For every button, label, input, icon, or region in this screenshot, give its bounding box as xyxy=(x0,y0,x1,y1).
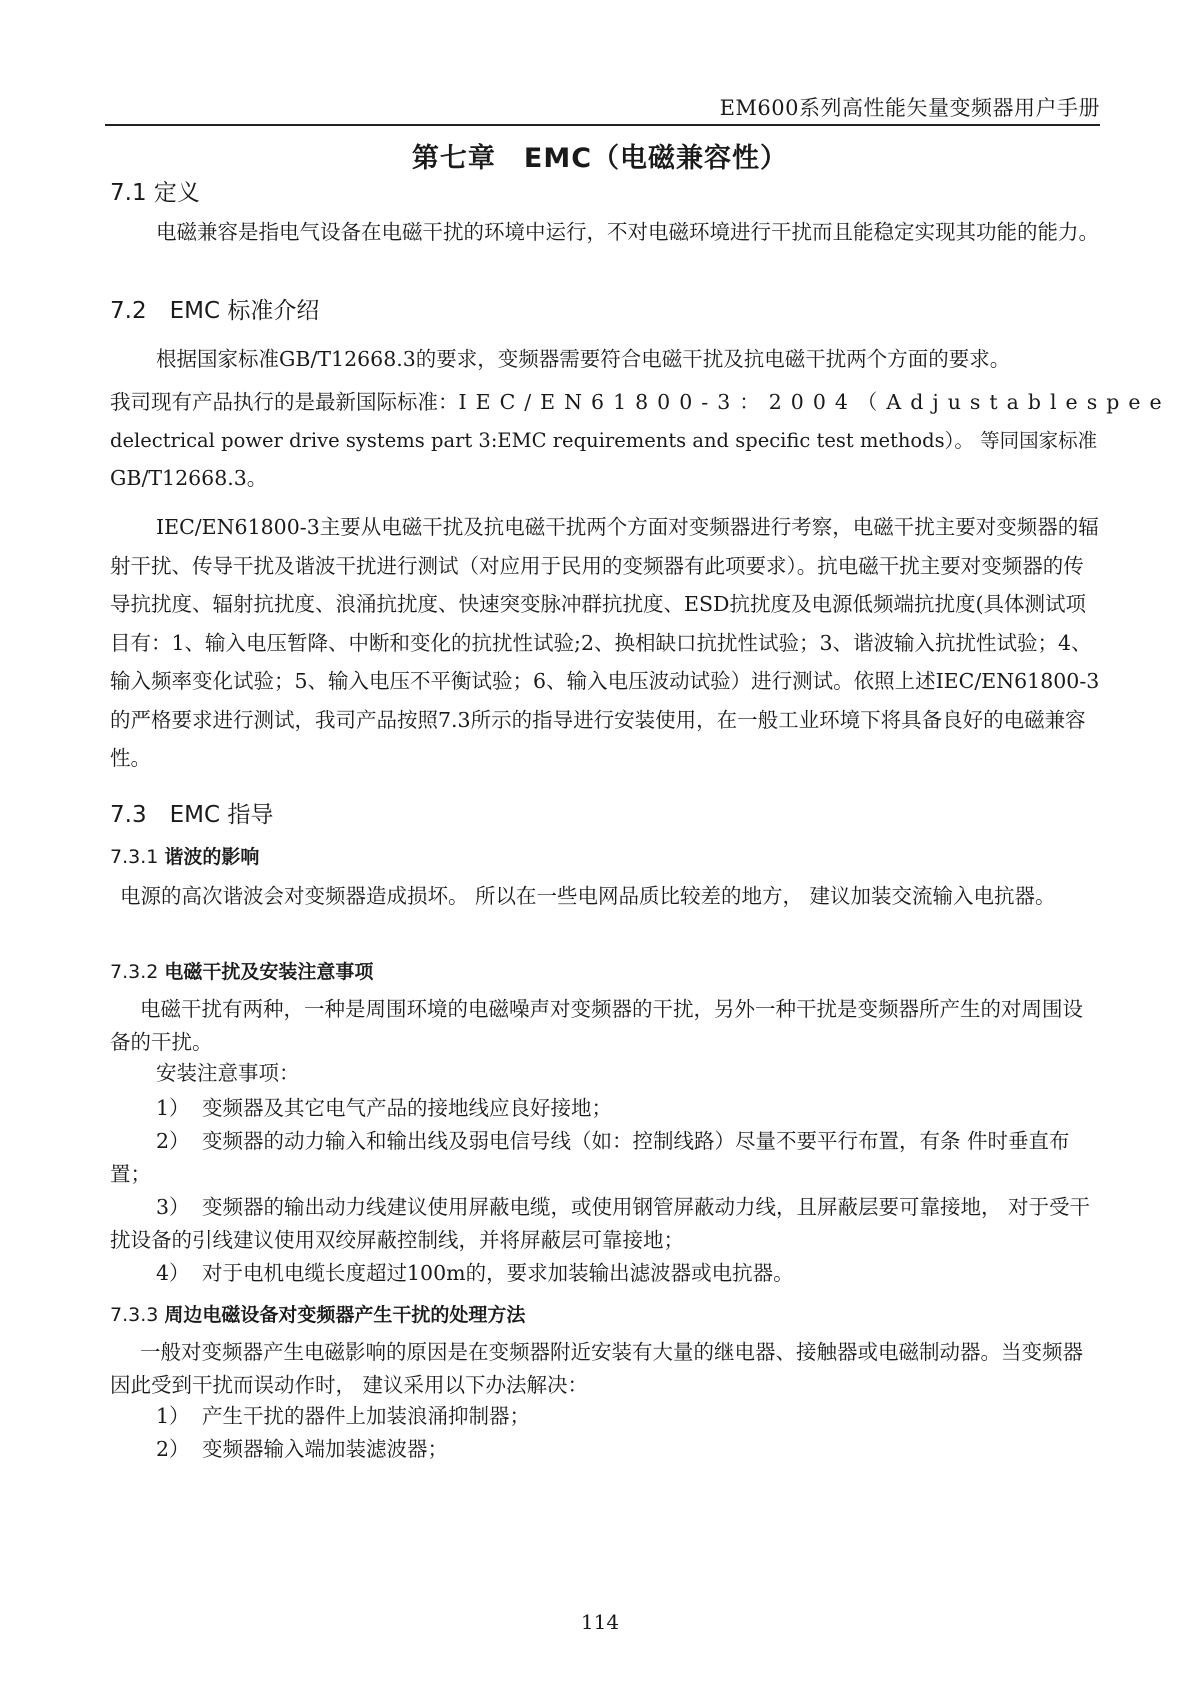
section-7-3-2-body: 电磁干扰有两种，一种是周围环境的电磁噪声对变频器的干扰，另外一种干扰是变频器所产生的对周围设备的干扰。 xyxy=(110,997,1083,1054)
section-7-3-heading: 7.3 EMC 指导 xyxy=(110,802,274,828)
note-item-4-number: 4） xyxy=(156,1261,190,1285)
section-7-2-p1-line3: delectrical power drive systems part 3:EMC requirements and specific test methods）。 等同国家标准 xyxy=(110,429,1098,452)
note-item-2-text: 变频器的动力输入和输出线及弱电信号线（如：控制线路）尽量不要平行布置，有条 件时垂直布置； xyxy=(110,1129,1070,1186)
section-7-3-3-number: 7.3.3 xyxy=(110,1304,159,1326)
section-7-3-3-title: 周边电磁设备对变频器产生干扰的处理方法 xyxy=(164,1304,526,1326)
section-7-2-p1-line2a: 我司现有产品执行的是最新国际标准： xyxy=(110,390,459,414)
section-7-2-p1-line2 xyxy=(110,386,1171,419)
page-number: 114 xyxy=(580,1610,620,1634)
section-7-3-1-title: 谐波的影响 xyxy=(164,846,260,868)
section-7-3-1-heading xyxy=(110,842,259,869)
note-item-4 xyxy=(110,1257,1100,1290)
section-7-3-2-heading xyxy=(110,957,373,984)
note-item-2 xyxy=(110,1125,1100,1191)
note-item-1-text: 变频器及其它电气产品的接地线应良好接地； xyxy=(202,1096,612,1120)
section-7-3-2-notes-label: 安装注意事项： xyxy=(156,1061,300,1085)
section-7-1-heading: 7.1 定义 xyxy=(110,180,200,206)
header-rule xyxy=(105,124,1100,126)
measure-item-2-number: 2） xyxy=(156,1437,190,1461)
note-item-3-text: 变频器的输出动力线建议使用屏蔽电缆，或使用钢管屏蔽动力线，且屏蔽层要可靠接地， 对于受干扰设备的引线建议使用双绞屏蔽控制线，并将屏蔽层可靠接地； xyxy=(110,1195,1091,1252)
section-7-3-2-title: 电磁干扰及安装注意事项 xyxy=(164,961,374,983)
note-item-1-number: 1） xyxy=(156,1096,190,1120)
measure-item-1-text: 产生干扰的器件上加装浪涌抑制器； xyxy=(202,1404,530,1428)
measure-item-1-number: 1） xyxy=(156,1404,190,1428)
measure-item-2 xyxy=(110,1433,1100,1466)
note-item-1 xyxy=(110,1092,1100,1125)
section-7-3-1-body: 电源的高次谐波会对变频器造成损坏。 所以在一些电网品质比较差的地方， 建议加装交流输入电抗器。 xyxy=(120,884,1056,908)
section-7-2-heading: 7.2 EMC 标准介绍 xyxy=(110,298,320,324)
section-7-2-p1-line1: 根据国家标准GB/T12668.3的要求，变频器需要符合电磁干扰及抗电磁干扰两个方面的要求。 xyxy=(156,347,1011,371)
measure-item-2-text: 变频器输入端加装滤波器； xyxy=(202,1437,448,1461)
chapter-title: 第七章 EMC（电磁兼容性） xyxy=(411,143,789,174)
section-7-1-body: 电磁兼容是指电气设备在电磁干扰的环境中运行，不对电磁环境进行干扰而且能稳定实现其功能的能力。 xyxy=(156,220,1099,244)
note-item-4-text: 对于电机电缆长度超过100m的，要求加装输出滤波器或电抗器。 xyxy=(202,1261,794,1285)
note-item-3 xyxy=(110,1191,1100,1257)
note-item-3-number: 3） xyxy=(156,1195,190,1219)
section-7-3-2-number: 7.3.2 xyxy=(110,961,159,983)
note-item-2-number: 2） xyxy=(156,1129,190,1153)
section-7-2-p1-line4: GB/T12668.3。 xyxy=(110,466,268,490)
section-7-3-1-number: 7.3.1 xyxy=(110,846,159,868)
measure-item-1 xyxy=(110,1400,1100,1433)
section-7-3-3-heading xyxy=(110,1300,525,1327)
section-7-2-p1-line2b: IEC/EN61800-3：2004（Adjustablespee xyxy=(458,390,1171,414)
running-header: EM600系列高性能矢量变频器用户手册 xyxy=(719,96,1100,120)
section-7-2-p2: IEC/EN61800-3主要从电磁干扰及抗电磁干扰两个方面对变频器进行考察，电磁干扰主要对变频器的辐射干扰、传导干扰及谐波干扰进行测试（对应用于民用的变频器有此项要求）。抗电磁干扰主要对变频器的传导抗扰度、辐射抗扰度、浪涌抗扰度、快速突变脉冲群抗扰度、ESD抗扰度及电源低频端抗扰度(具体测试项目有：1、输入电压暂降、中断和变化的抗扰性试验;2、换相缺口抗扰性试验；3、谐波输入抗扰性试验；4、输入频率变化试验；5、输入电压不平衡试验；6、输入电压波动试验）进行测试。依照上述IEC/EN61800-3的严格要求进行测试，我司产品按照7.3所示的指导进行安装使用，在一般工业环境下将具备良好的电磁兼容性。 xyxy=(110,515,1100,770)
section-7-3-3-body: 一般对变频器产生电磁影响的原因是在变频器附近安装有大量的继电器、接触器或电磁制动器。当变频器因此受到干扰而误动作时， 建议采用以下办法解决： xyxy=(110,1340,1083,1397)
